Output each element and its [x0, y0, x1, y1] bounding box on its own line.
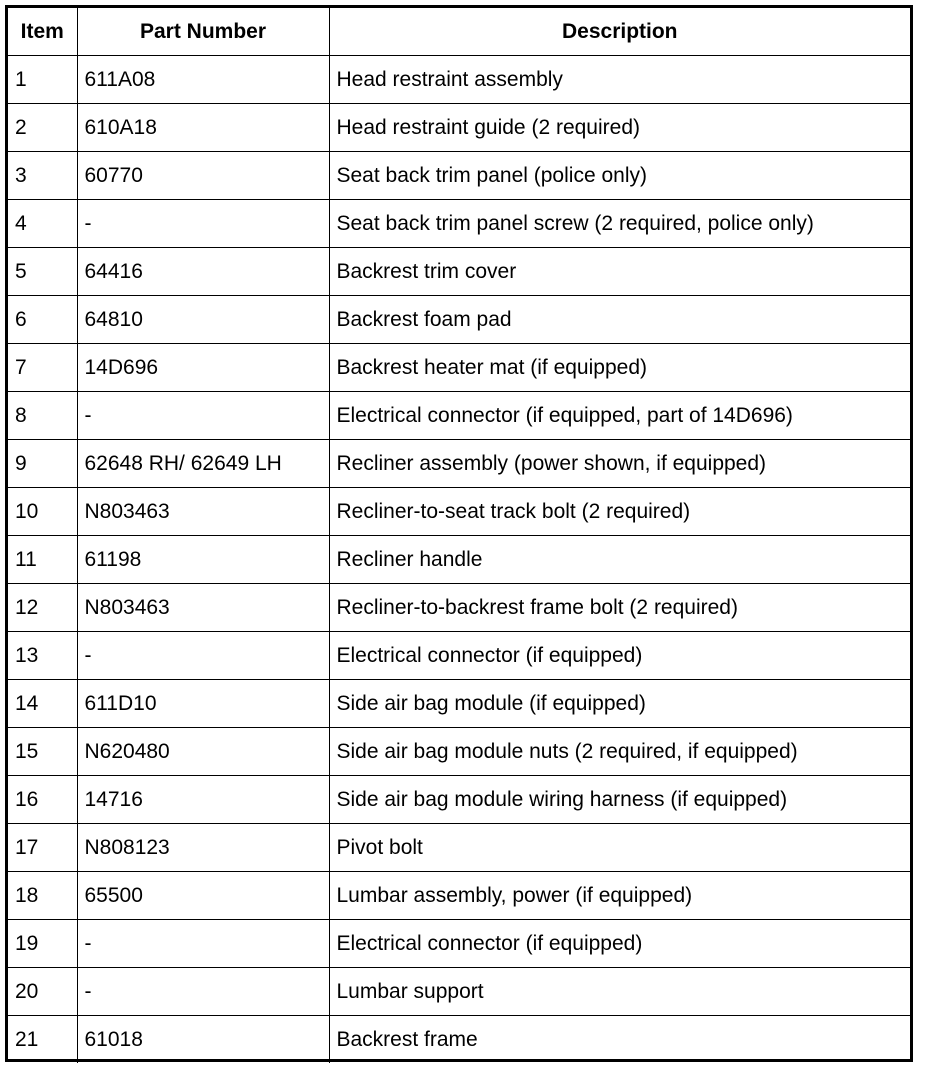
cell-item: 16: [8, 776, 77, 824]
table-row: [8, 344, 910, 392]
cell-item: 21: [8, 1016, 77, 1064]
table-row: [8, 920, 910, 968]
cell-item: 12: [8, 584, 77, 632]
cell-description: Seat back trim panel (police only): [329, 152, 910, 200]
cell-item: 2: [8, 104, 77, 152]
cell-item: 20: [8, 968, 77, 1016]
cell-item: 3: [8, 152, 77, 200]
cell-item: 9: [8, 440, 77, 488]
table-row: [8, 104, 910, 152]
cell-item: 15: [8, 728, 77, 776]
column-header-description: Description: [329, 8, 910, 56]
table-row: [8, 728, 910, 776]
table-row: [8, 536, 910, 584]
cell-description: Backrest frame: [329, 1016, 910, 1064]
cell-part-number: 64416: [77, 248, 329, 296]
parts-table-frame: [5, 5, 913, 1062]
parts-table: [8, 8, 910, 1063]
table-row: [8, 584, 910, 632]
cell-description: Electrical connector (if equipped, part of 14D696): [329, 392, 910, 440]
cell-part-number: 64810: [77, 296, 329, 344]
cell-part-number: 611A08: [77, 56, 329, 104]
cell-part-number: N803463: [77, 488, 329, 536]
table-row: [8, 968, 910, 1016]
cell-item: 1: [8, 56, 77, 104]
cell-description: Side air bag module (if equipped): [329, 680, 910, 728]
cell-part-number: N620480: [77, 728, 329, 776]
table-row: [8, 824, 910, 872]
cell-description: Head restraint assembly: [329, 56, 910, 104]
column-header-item: Item: [8, 8, 77, 56]
cell-part-number: N803463: [77, 584, 329, 632]
cell-description: Electrical connector (if equipped): [329, 632, 910, 680]
cell-item: 17: [8, 824, 77, 872]
cell-description: Recliner-to-seat track bolt (2 required): [329, 488, 910, 536]
cell-description: Seat back trim panel screw (2 required, police only): [329, 200, 910, 248]
column-header-part-number: Part Number: [77, 8, 329, 56]
cell-description: Electrical connector (if equipped): [329, 920, 910, 968]
table-row: [8, 200, 910, 248]
cell-part-number: 14D696: [77, 344, 329, 392]
cell-part-number: -: [77, 632, 329, 680]
cell-part-number: -: [77, 200, 329, 248]
cell-description: Recliner assembly (power shown, if equipped): [329, 440, 910, 488]
table-row: [8, 56, 910, 104]
cell-description: Backrest foam pad: [329, 296, 910, 344]
cell-part-number: 611D10: [77, 680, 329, 728]
cell-item: 4: [8, 200, 77, 248]
cell-description: Backrest heater mat (if equipped): [329, 344, 910, 392]
table-row: [8, 632, 910, 680]
table-row: [8, 488, 910, 536]
cell-item: 6: [8, 296, 77, 344]
cell-item: 11: [8, 536, 77, 584]
cell-part-number: 61198: [77, 536, 329, 584]
cell-item: 18: [8, 872, 77, 920]
cell-description: Lumbar support: [329, 968, 910, 1016]
cell-description: Lumbar assembly, power (if equipped): [329, 872, 910, 920]
cell-description: Pivot bolt: [329, 824, 910, 872]
table-header-row: [8, 8, 910, 56]
cell-description: Recliner handle: [329, 536, 910, 584]
table-row: [8, 872, 910, 920]
table-row: [8, 248, 910, 296]
cell-description: Recliner-to-backrest frame bolt (2 required): [329, 584, 910, 632]
cell-description: Side air bag module nuts (2 required, if equipped): [329, 728, 910, 776]
cell-part-number: 14716: [77, 776, 329, 824]
cell-description: Side air bag module wiring harness (if equipped): [329, 776, 910, 824]
cell-item: 7: [8, 344, 77, 392]
table-row: [8, 296, 910, 344]
table-body: [8, 56, 910, 1064]
cell-item: 14: [8, 680, 77, 728]
cell-item: 10: [8, 488, 77, 536]
cell-part-number: -: [77, 968, 329, 1016]
cell-part-number: 62648 RH/ 62649 LH: [77, 440, 329, 488]
table-row: [8, 152, 910, 200]
cell-item: 19: [8, 920, 77, 968]
cell-item: 5: [8, 248, 77, 296]
cell-item: 8: [8, 392, 77, 440]
cell-part-number: 60770: [77, 152, 329, 200]
cell-part-number: -: [77, 392, 329, 440]
cell-part-number: -: [77, 920, 329, 968]
table-row: [8, 392, 910, 440]
cell-description: Backrest trim cover: [329, 248, 910, 296]
table-row: [8, 680, 910, 728]
table-row: [8, 776, 910, 824]
cell-part-number: 610A18: [77, 104, 329, 152]
table-row: [8, 440, 910, 488]
cell-part-number: 61018: [77, 1016, 329, 1064]
cell-description: Head restraint guide (2 required): [329, 104, 910, 152]
cell-part-number: 65500: [77, 872, 329, 920]
cell-item: 13: [8, 632, 77, 680]
cell-part-number: N808123: [77, 824, 329, 872]
table-row: [8, 1016, 910, 1064]
